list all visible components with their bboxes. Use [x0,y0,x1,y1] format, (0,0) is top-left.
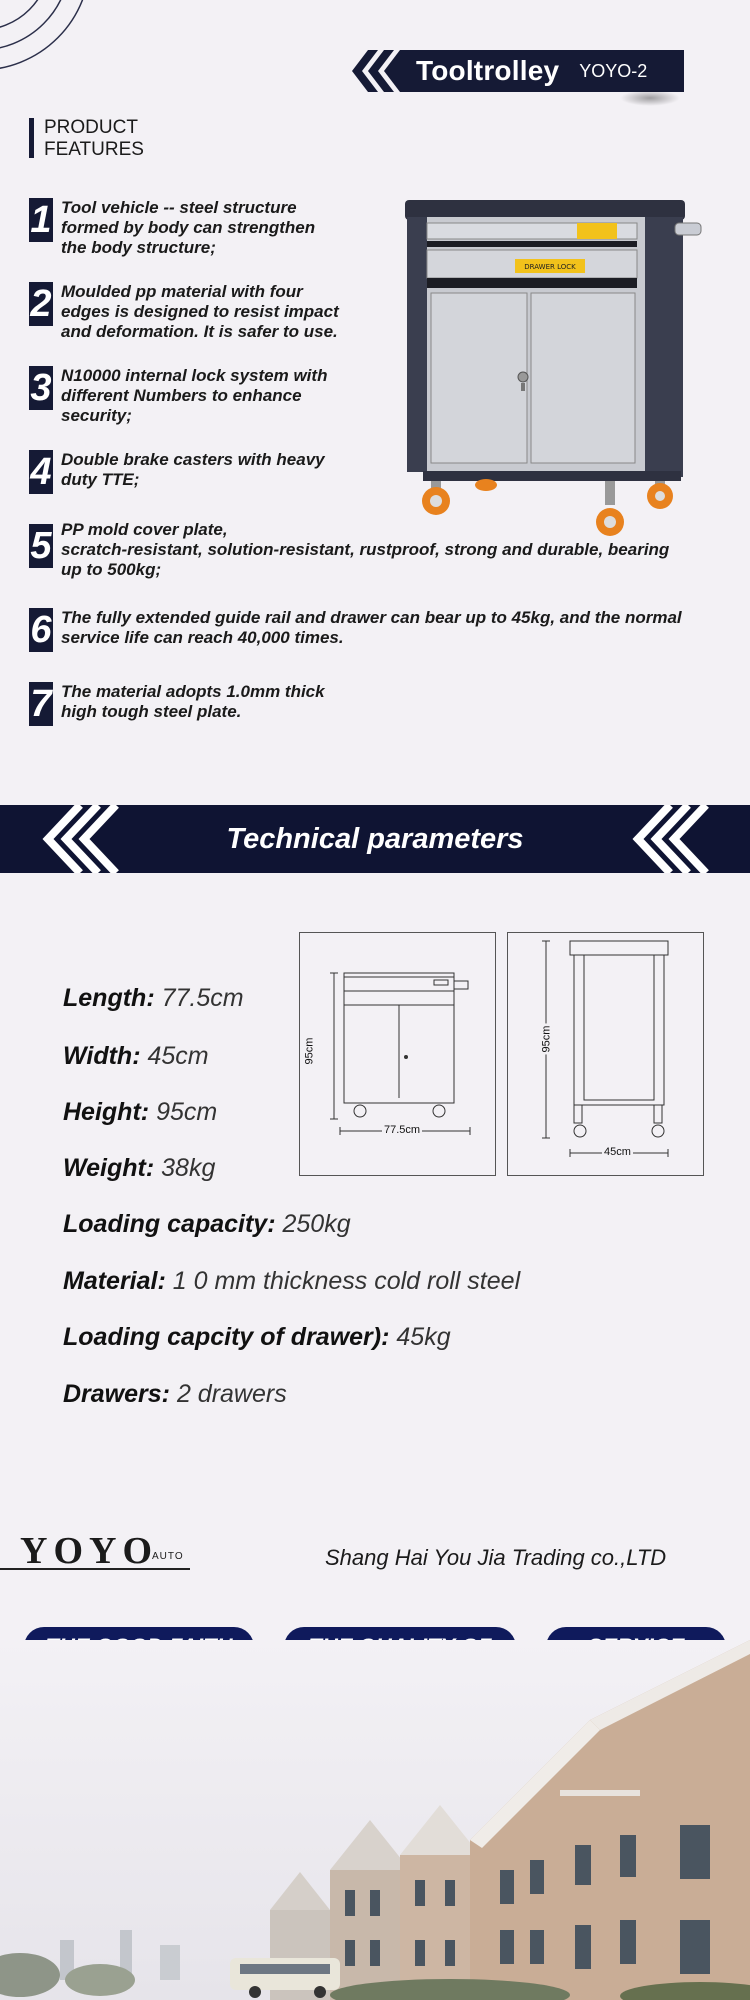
side-dimension-diagram [507,932,704,1176]
param-value: 95cm [156,1098,218,1126]
param-key: Material: [63,1267,166,1295]
section-label: PRODUCT FEATURES [44,117,144,160]
param-value: 250kg [282,1210,351,1238]
feature-text: Tool vehicle -- steel structure formed by body can strengthen the body structure; [61,198,316,257]
feature-text: N10000 internal lock system with different Numbers to enhance security; [61,366,328,425]
param-value: 2 drawers [176,1380,287,1408]
drawer-lock-label: DRAWER LOCK [524,263,576,271]
param-key: Width: [63,1042,141,1070]
feature-text: Double brake casters with heavy duty TTE; [61,450,325,489]
section-marker [29,118,34,158]
param-key: Height: [63,1098,150,1126]
feature-text: PP mold cover plate, scratch-resistant, solution-resistant, rustproof, strong and durable, bearing up to 500kg; [61,520,670,579]
param-drawers [63,1380,287,1409]
product-title: Tooltrolley [416,55,560,86]
param-drawer-capacity [63,1323,451,1352]
feature-number: 1 [30,199,52,241]
param-key: Weight: [63,1154,155,1182]
param-key: Drawers: [63,1380,170,1408]
title-shadow [620,90,680,106]
param-length [63,984,244,1013]
logo-text: YOYO [20,1530,158,1572]
param-loading-capacity [63,1210,351,1239]
feature-number: 3 [30,367,52,409]
feature-number: 7 [30,683,52,725]
tool-trolley-image [405,195,705,545]
front-width-label: 77.5cm [384,1124,421,1136]
front-dimension-diagram [299,932,496,1176]
param-material [63,1267,520,1296]
logo-subtext: AUTO [152,1551,184,1562]
param-key: Loading capacity: [63,1210,276,1238]
company-building-image [0,1640,750,2000]
feature-number: 6 [30,609,52,651]
param-value: 1 0 mm thickness cold roll steel [172,1267,521,1295]
feature-item [29,282,389,342]
side-height-label: 95cm [540,1025,553,1053]
param-height [63,1098,217,1127]
front-diagram-drawing [300,933,495,1175]
param-weight [63,1154,215,1183]
title-chevron-icon [350,50,402,92]
company-logo [0,1525,200,1575]
feature-number: 5 [30,525,52,567]
param-key: Length: [63,984,155,1012]
feature-text: The material adopts 1.0mm thick high tough steel plate. [61,682,325,721]
feature-item [29,450,389,494]
param-width [63,1042,209,1071]
product-title-box [400,50,684,92]
tech-banner-title: Technical parameters [226,823,524,855]
side-diagram-drawing [508,933,703,1175]
feature-text: Moulded pp material with four edges is designed to resist impact and deformation. It is safer to use. [61,282,339,341]
feature-item [29,366,389,426]
param-key: Loading capcity of drawer): [63,1323,390,1351]
param-value: 45cm [147,1042,209,1070]
feature-item [29,608,739,652]
feature-number: 4 [30,451,52,493]
feature-number: 2 [30,283,52,325]
param-value: 77.5cm [161,984,244,1012]
param-value: 45kg [396,1323,451,1351]
feature-item [29,682,389,726]
front-height-label: 95cm [303,1037,316,1065]
product-model: YOYO-2 [579,60,648,81]
side-width-label: 45cm [604,1146,631,1158]
company-name: Shang Hai You Jia Trading co.,LTD [325,1545,667,1570]
feature-text: The fully extended guide rail and drawer can bear up to 45kg, and the normal service life can reach 40,000 times. [61,608,682,647]
banner-chevron-right-icon [630,805,710,873]
feature-item [29,198,389,258]
decorative-arcs [0,0,100,90]
tech-banner [0,805,750,873]
param-value: 38kg [161,1154,216,1182]
